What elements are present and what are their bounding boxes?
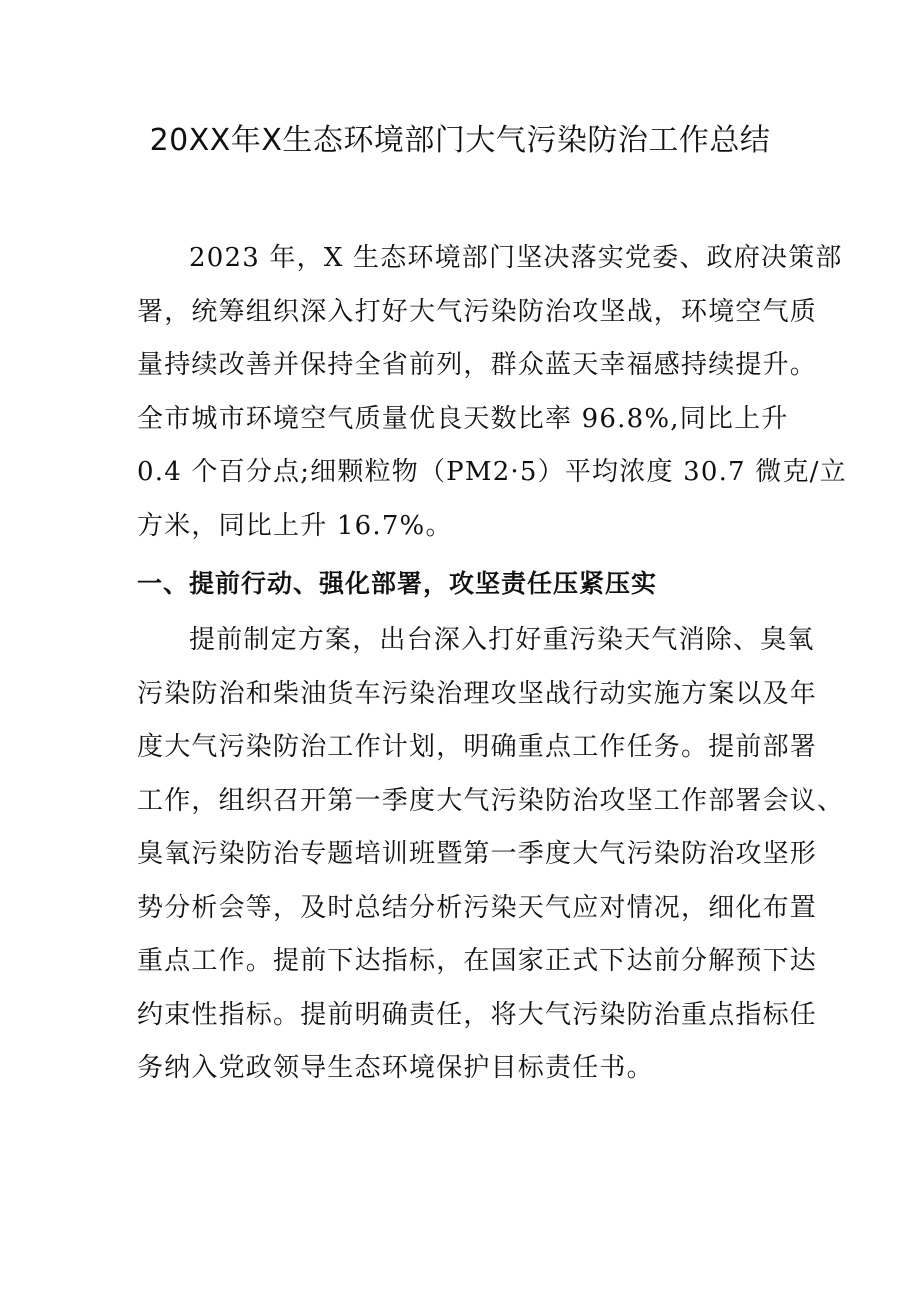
paragraph-line: 重点工作。提前下达指标，在国家正式下达前分解预下达: [137, 946, 818, 976]
paragraph-line: 方米，同比上升 16.7%。: [137, 510, 453, 541]
paragraph-line: 势分析会等，及时总结分析污染天气应对情况，细化布置: [137, 892, 818, 923]
paragraph-line: 臭氧污染防治专题培训班暨第一季度大气污染防治攻坚形: [137, 839, 818, 869]
paragraph-line: 2023 年，X 生态环境部门坚决落实党委、政府决策部: [189, 243, 843, 273]
paragraph-line: 署，统筹组织深入打好大气污染防治攻坚战，环境空气质: [137, 296, 818, 327]
paragraph-line: 污染防治和柴油货车污染治理攻坚战行动实施方案以及年: [137, 678, 818, 709]
paragraph-line: 量持续改善并保持全省前列，群众蓝天幸福感持续提升。: [137, 350, 818, 380]
section-heading: 一、提前行动、强化部署，攻坚责任压紧压实: [137, 569, 658, 598]
intro-paragraph: [137, 232, 847, 553]
section-paragraph: [137, 614, 845, 1096]
paragraph-line: 提前制定方案，出台深入打好重污染天气消除、臭氧: [189, 625, 815, 655]
paragraph-line: 务纳入党政领导生态环境保护目标责任书。: [137, 1053, 654, 1083]
document-body: [137, 232, 847, 1096]
paragraph-line: 约束性指标。提前明确责任，将大气污染防治重点指标任: [137, 999, 818, 1030]
document-title: 20XX年X生态环境部门大气污染防治工作总结: [149, 123, 771, 158]
paragraph-line: 度大气污染防治工作计划，明确重点工作任务。提前部署: [137, 732, 818, 762]
paragraph-line: 工作，组织召开第一季度大气污染防治攻坚工作部署会议、: [137, 785, 845, 816]
paragraph-line: 全市城市环境空气质量优良天数比率 96.8%,同比上升: [137, 403, 789, 434]
paragraph-line: 0.4 个百分点;细颗粒物（PM2·5）平均浓度 30.7 微克/立: [137, 457, 847, 487]
